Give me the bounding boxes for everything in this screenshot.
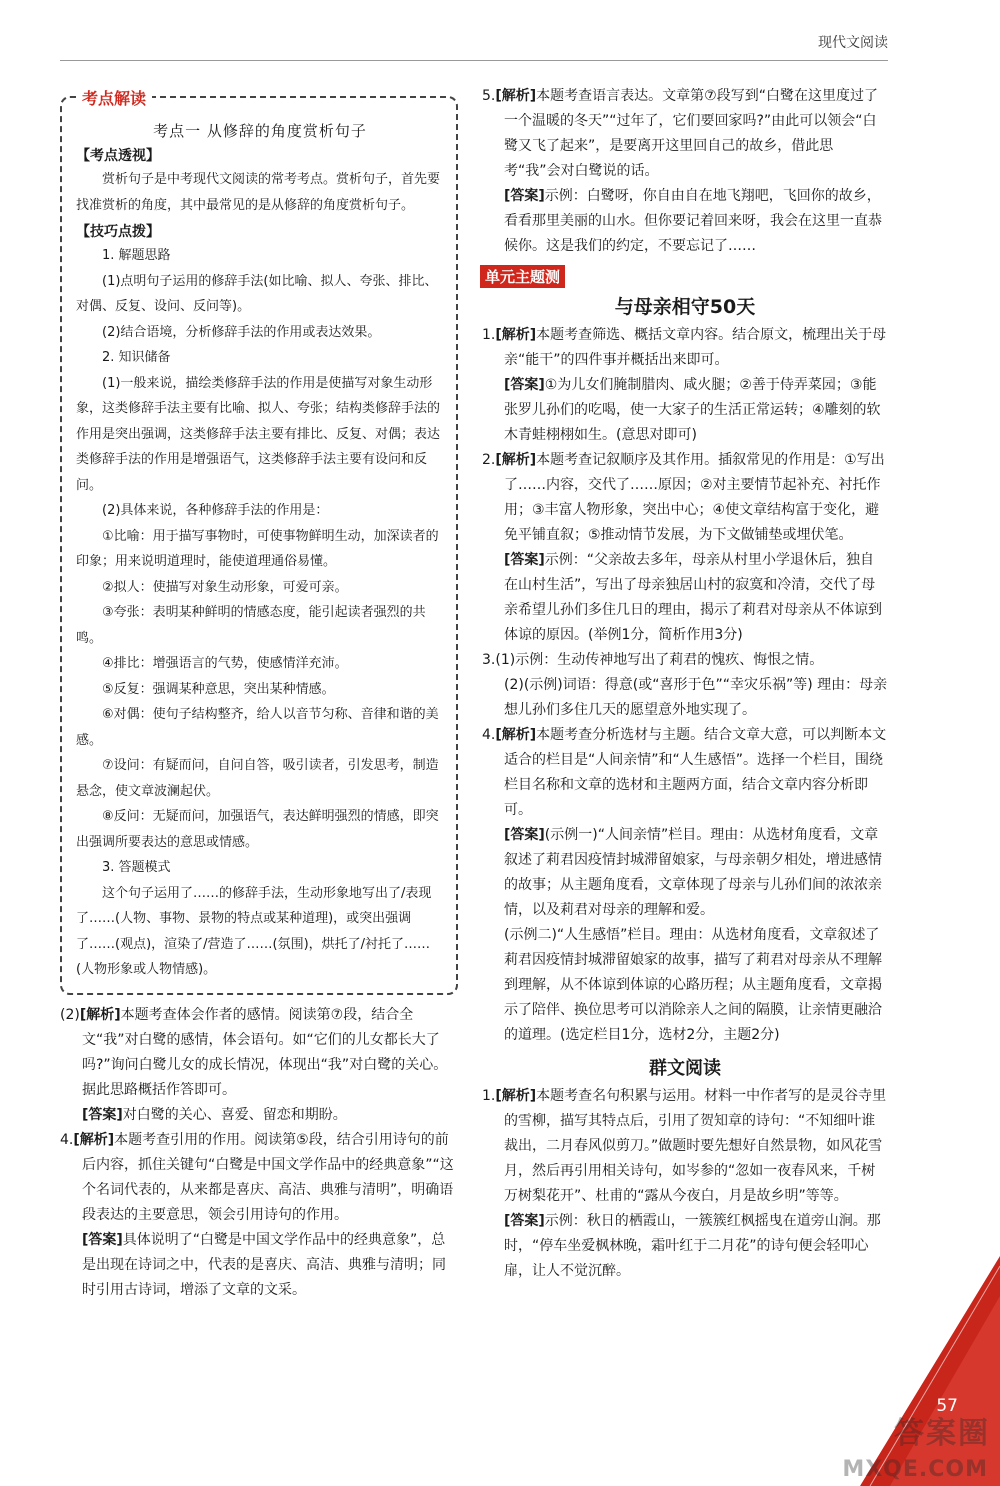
overview-text: 赏析句子是中考现代文阅读的常考考点。赏析句子，首先要找准赏析的角度，其中最常见的是从修辞的角度赏析句子。 [76,172,441,213]
box-line: 3. 答题模式 [102,860,171,875]
qa-item: 4.[解析]本题考查分析选材与主题。结合文章大意，可以判断本文适合的栏目是“人间亲情”和“人生感悟”。选择一个栏目，围绕栏目名称和文章的选材和主题两方面，结合文章内容分析即可。 [482,727,887,818]
overview-head: 【考点透视】 [76,148,160,164]
qa-item: 1.[解析]本题考查筛选、概括文章内容。结合原文，梳理出关于母亲“能干”的四件事并概括出来即可。 [482,327,887,368]
qa-item: [答案]示例：“父亲故去多年，母亲从村里小学退休后，独自在山村生活”，写出了母亲独居山村的寂寞和冷清，交代了母亲希望儿孙们多住几日的理由，揭示了莉君对母亲从不体谅到体谅的原因。(举例1分，简析作用3分) [504,552,882,643]
box-tag: 考点解读 [76,86,152,109]
box-line: (1)一般来说，描绘类修辞手法的作用是使描写对象生动形象，这类修辞手法主要有比喻、拟人、夸张；结构类修辞手法的作用是突出强调，这类修辞手法主要有排比、反复、对偶；表达类修辞手法的作用是增强语气，这类修辞手法主要有设问和反问。 [76,375,441,493]
box-line: ③夸张：表明某种鲜明的情感态度，能引起读者强烈的共鸣。 [76,605,426,646]
box-line: ②拟人：使描写对象生动形象，可爱可亲。 [102,579,348,595]
qa-item: (示例二)“人生感悟”栏目。理由：从选材角度看，文章叙述了莉君因疫情封城滞留娘家的故事，描写了莉君对母亲从不理解到理解，从不体谅到体谅的心路历程；从主题角度看，文章揭示了陪伴、换位思考可以消除亲人之间的隔膜，让亲情更融洽的道理。(选定栏目1分，选材2分，主题2分) [504,927,882,1043]
article-title: 与母亲相守50天 [614,296,756,318]
qa-item: (2)[解析]本题考查体会作者的感情。阅读第⑦段，结合全文“我”对白鹭的感情，体会语句。如“它们的儿女都长大了吗?”询问白鹭儿女的成长情况，体现出“我”对白鹭的关心。据此思路概括作答即可。 [60,1006,448,1098]
exam-point-box [60,89,458,995]
box-line: ⑤反复：强调某种意思，突出某种情感。 [102,681,335,697]
box-line: (2)具体来说，各种修辞手法的作用是： [102,503,329,518]
watermark: 答案圈 [894,1416,990,1451]
left-column [60,84,458,1303]
unit-test-banner: 单元主题测 [480,265,565,288]
tips-head: 【技巧点拨】 [76,224,160,240]
qa-item: [答案]示例：白鹭呀，你自由自在地飞翔吧，飞回你的故乡，看看那里美丽的山水。但你要记着回来呀，我会在这里一直恭候你。这是我们的约定，不要忘记了…… [504,188,882,254]
qa-item: [答案]①为儿女们腌制腊肉、咸火腿；②善于侍弄菜园；③能张罗儿孙们的吃喝，使一大家子的生活正常运转；④雕刻的软木青蛙栩栩如生。(意思对即可) [504,377,881,443]
qa-item: 2.[解析]本题考查记叙顺序及其作用。插叙常见的作用是：①写出了……内容，交代了……原因；②对主要情节起补充、衬托作用；③丰富人物形象，突出中心；④使文章结构富于变化，避免平铺直叙；⑤推动情节发展，为下文做铺垫或埋伏笔。 [482,452,885,543]
page-number: 57 [936,1396,958,1416]
box-line: ①比喻：用于描写事物时，可使事物鲜明生动，加深读者的印象；用来说明道理时，能使道理通俗易懂。 [76,528,439,569]
qa-item: 3.(1)示例：生动传神地写出了莉君的愧疚、悔恨之情。 [482,652,824,668]
box-line: ⑦设问：有疑而问，自问自答，吸引读者，引发思考，制造悬念，使文章波澜起伏。 [76,758,439,799]
running-head: 现代文阅读 [818,35,888,51]
box-line: (1)点明句子运用的修辞手法(如比喻、拟人、夸张、排比、对偶、反复、设问、反问等)。 [76,273,438,314]
right-column [482,84,888,1284]
box-line: 2. 知识储备 [102,350,171,365]
qa-item: [答案]示例：秋日的栖霞山，一簇簇红枫摇曳在道旁山涧。那时，“停车坐爱枫林晚，霜叶红于二月花”的诗句便会轻叩心扉，让人不觉沉醉。 [504,1213,881,1279]
box-line: 1. 解题思路 [102,248,171,263]
qa-item: 5.[解析]本题考查语言表达。文章第⑦段写到“白鹭在这里度过了一个温暖的冬天”“过年了，它们要回家吗?”由此可以领会“白鹭又飞了起来”，是要离开这里回自己的故乡，借此思考“我”会对白鹭说的话。 [482,88,878,179]
qa-item: [答案](示例一)“人间亲情”栏目。理由：从选材角度看，文章叙述了莉君因疫情封城滞留娘家，与母亲朝夕相处，增进感情的故事；从主题角度看，文章体现了母亲与儿孙们间的浓浓亲情，以及莉君对母亲的理解和爱。 [504,827,882,918]
qa-item: 4.[解析]本题考查引用的作用。阅读第⑤段，结合引用诗句的前后内容，抓住关键句“白鹭是中国文学作品中的经典意象”“这个名词代表的，从来都是喜庆、高洁、典雅与清明”，明确语段表达的主要意思，领会引用诗句的作用。 [60,1131,454,1223]
box-title: 考点一 从修辞的角度赏析句子 [153,122,367,140]
watermark-url: MXQE.COM [842,1457,988,1482]
section-title: 群文阅读 [649,1058,721,1079]
box-line: 这个句子运用了……的修辞手法，生动形象地写出了/表现了……(人物、事物、景物的特点或某种道理)，或突出强调了……(观点)，渲染了/营造了……(氛围)，烘托了/衬托了……(人物形象或人物情感)。 [76,885,432,977]
qa-item: [答案]对白鹭的关心、喜爱、留恋和期盼。 [82,1106,347,1123]
qa-item: [答案]具体说明了“白鹭是中国文学作品中的经典意象”，总是出现在诗词之中，代表的是喜庆、高洁、典雅与清明；同时引用古诗词，增添了文章的文采。 [82,1231,446,1298]
box-line: ④排比：增强语言的气势，使感情洋充沛。 [102,656,348,671]
box-line: ⑧反问：无疑而问，加强语气，表达鲜明强烈的情感，即突出强调所要表达的意思或情感。 [76,809,439,850]
box-line: (2)结合语境，分析修辞手法的作用或表达效果。 [102,324,381,340]
box-line: ⑥对偶：使句子结构整齐，给人以音节匀称、音律和谐的美感。 [76,707,439,748]
qa-item: (2)(示例)词语：得意(或“喜形于色”“幸灾乐祸”等) 理由：母亲想儿孙们多住几天的愿望意外地实现了。 [504,677,888,718]
header-rule [60,60,888,61]
qa-item: 1.[解析]本题考查名句积累与运用。材料一中作者写的是灵谷寺里的雪柳，描写其特点后，引用了贺知章的诗句：“不知细叶谁裁出，二月春风似剪刀。”做题时要先想好自然景物，如风花雪月，然后再引用相关诗句，如岑参的“忽如一夜春风来，千树万树梨花开”、杜甫的“露从今夜白，月是故乡明”等等。 [482,1088,887,1204]
left-answers [60,1003,458,1303]
